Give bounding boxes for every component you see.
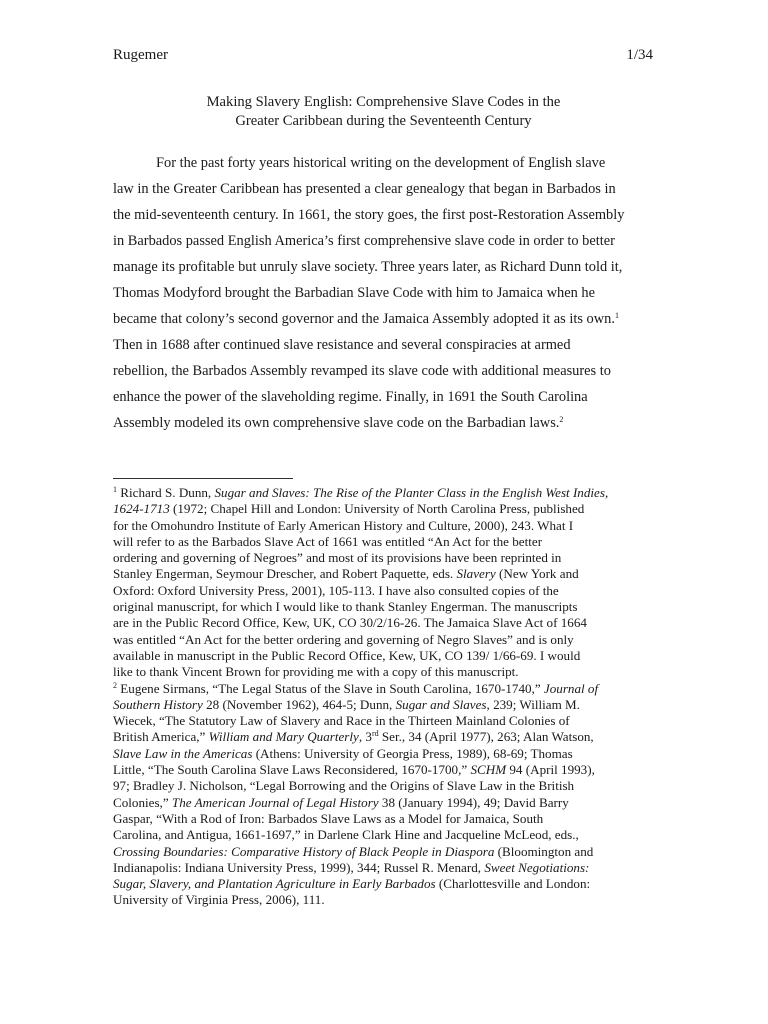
footnote-ref-1: 1 bbox=[614, 311, 619, 320]
footnote-1-line: will refer to as the Barbados Slave Act of 1661 was entitled “An Act for the better bbox=[113, 533, 543, 549]
footnote-text: , 239; William M. bbox=[486, 696, 580, 712]
footnote-italic: Sugar, Slavery, and Plantation Agriculture in Early Barbados bbox=[113, 876, 436, 892]
body-line: For the past forty years historical writing on the development of English slave bbox=[156, 155, 606, 171]
footnote-italic: SCHM bbox=[470, 762, 507, 778]
footnote-italic: 1624-1713 bbox=[113, 501, 170, 517]
footnote-italic: The American Journal of Legal History bbox=[171, 794, 379, 810]
title-line-1: Making Slavery English: Comprehensive Slave Codes in the bbox=[206, 94, 561, 110]
footnote-2-marker: 2 bbox=[113, 680, 117, 690]
footnote-2-line: University of Virginia Press, 2006), 111. bbox=[113, 892, 325, 908]
footnote-2-line: Gaspar, “With a Rod of Iron: Barbados Slave Laws as a Model for Jamaica, South bbox=[113, 810, 544, 826]
footnote-text: , 3 bbox=[358, 729, 372, 745]
footnote-italic: Sugar and Slaves bbox=[395, 696, 487, 712]
footnote-2-line bbox=[113, 795, 658, 811]
footnote-text: 28 (November 1962), 464-5; Dunn, bbox=[202, 696, 396, 712]
footnote-text: (1972; Chapel Hill and London: University of North Carolina Press, published bbox=[169, 501, 585, 517]
page-number: 1/34 bbox=[626, 47, 653, 63]
footnote-2-line: Carolina, and Antigua, 1661-1697,” in Darlene Clark Hine and Jacqueline McLeod, eds., bbox=[113, 827, 579, 843]
footnote-text: (Charlottesville and London: bbox=[435, 876, 591, 892]
footnote-text: British America,” bbox=[113, 729, 209, 745]
footnote-text: Indianapolis: Indiana University Press, 1999), 344; Russel R. Menard, bbox=[113, 859, 485, 875]
footnote-text: Colonies,” bbox=[113, 794, 172, 810]
body-line: law in the Greater Caribbean has presented a clear genealogy that began in Barbados in bbox=[113, 181, 616, 197]
title-line-2: Greater Caribbean during the Seventeenth Century bbox=[235, 113, 532, 129]
footnote-2-line bbox=[113, 860, 658, 876]
footnotes bbox=[113, 485, 658, 909]
footnote-1-marker: 1 bbox=[113, 485, 117, 494]
footnote-1-line bbox=[113, 566, 658, 582]
footnote-text: (Bloomington and bbox=[494, 843, 594, 859]
footnote-1-line: was entitled “An Act for the better ordering and governing of Negro Slaves” and is only bbox=[113, 631, 574, 647]
footnote-2-line bbox=[113, 844, 658, 860]
footnote-separator bbox=[113, 478, 293, 479]
footnote-text: Little, “The South Carolina Slave Laws Reconsidered, 1670-1700,” bbox=[113, 762, 471, 778]
footnote-2-line bbox=[113, 681, 658, 697]
footnote-2-line bbox=[113, 729, 658, 745]
body-line: enhance the power of the slaveholding regime. Finally, in 1691 the South Carolina bbox=[113, 389, 588, 405]
footnote-2-line bbox=[113, 697, 658, 713]
footnote-1-line bbox=[113, 501, 658, 517]
footnote-text: Eugene Sirmans, “The Legal Status of the Slave in South Carolina, 1670-1740,” bbox=[117, 680, 544, 696]
body-line: Thomas Modyford brought the Barbadian Slave Code with him to Jamaica when he bbox=[113, 285, 595, 301]
body-line: Then in 1688 after continued slave resistance and several conspiracies at armed bbox=[113, 337, 571, 353]
footnote-1-line: ordering and governing of Negroes” and most of its provisions have been reprinted in bbox=[113, 550, 562, 566]
footnote-text: Richard S. Dunn, bbox=[117, 485, 215, 500]
body-line bbox=[113, 306, 654, 332]
footnote-italic: William and Mary Quarterly bbox=[208, 729, 359, 745]
footnote-italic: Sugar and Slaves: The Rise of the Planter Class in the English West Indies, bbox=[214, 485, 609, 500]
footnote-italic: Journal of bbox=[543, 680, 599, 696]
footnote-text: (New York and bbox=[495, 566, 579, 582]
body-line-text: Assembly modeled its own comprehensive slave code on the Barbadian laws. bbox=[113, 415, 560, 431]
footnote-text: Ser., 34 (April 1977), 263; Alan Watson, bbox=[378, 729, 594, 745]
footnote-2-line bbox=[113, 876, 658, 892]
footnote-text: 94 (April 1993), bbox=[506, 762, 595, 778]
footnote-1-line: original manuscript, for which I would like to thank Stanley Engerman. The manuscripts bbox=[113, 599, 578, 615]
body-line bbox=[113, 410, 654, 436]
footnote-text: Stanley Engerman, Seymour Drescher, and Robert Paquette, eds. bbox=[113, 566, 457, 582]
footnote-1-line: available in manuscript in the Public Record Office, Kew, UK, CO 139/ 1/66-69. I would bbox=[113, 647, 581, 663]
footnote-1-line: for the Omohundro Institute of Early American History and Culture, 2000), 243. What I bbox=[113, 517, 574, 533]
footnote-italic: Crossing Boundaries: Comparative History of Black People in Diaspora bbox=[113, 843, 495, 859]
footnote-italic: Slave Law in the Americas bbox=[113, 745, 253, 761]
body-line-text: became that colony’s second governor and the Jamaica Assembly adopted it as its own. bbox=[113, 311, 615, 327]
footnote-2-line bbox=[113, 746, 658, 762]
footnote-2-line: 97; Bradley J. Nicholson, “Legal Borrowing and the Origins of Slave Law in the British bbox=[113, 778, 575, 794]
ordinal-suffix: rd bbox=[371, 729, 379, 739]
footnote-1-line: like to thank Vincent Brown for providing me with a copy of this manuscript. bbox=[113, 664, 519, 680]
footnote-ref-2: 2 bbox=[559, 415, 564, 424]
page-title bbox=[113, 93, 654, 131]
footnote-text: 38 (January 1994), 49; David Barry bbox=[378, 794, 569, 810]
body-paragraph bbox=[113, 150, 654, 436]
footnote-italic: Slavery bbox=[456, 566, 496, 582]
footnote-1-line: Oxford: Oxford University Press, 2001), 105-113. I have also consulted copies of the bbox=[113, 582, 559, 598]
footnote-2-line: Wiecek, “The Statutory Law of Slavery and Race in the Thirteen Mainland Colonies of bbox=[113, 713, 570, 729]
body-line: manage its profitable but unruly slave society. Three years later, as Richard Dunn told it, bbox=[113, 259, 623, 275]
body-line: the mid-seventeenth century. In 1661, the story goes, the first post-Restoration Assembly bbox=[113, 207, 625, 223]
footnote-1-line bbox=[113, 485, 658, 501]
footnote-1-line: are in the Public Record Office, Kew, UK, CO 30/2/16-26. The Jamaica Slave Act of 1664 bbox=[113, 615, 587, 631]
running-header-author: Rugemer bbox=[113, 47, 168, 63]
footnote-italic: Southern History bbox=[113, 696, 203, 712]
body-line: rebellion, the Barbados Assembly revamped its slave code with additional measures to bbox=[113, 363, 611, 379]
footnote-italic: Sweet Negotiations: bbox=[484, 859, 590, 875]
footnote-2-line bbox=[113, 762, 658, 778]
body-line: in Barbados passed English America’s first comprehensive slave code in order to better bbox=[113, 233, 615, 249]
footnote-text: (Athens: University of Georgia Press, 1989), 68-69; Thomas bbox=[252, 745, 573, 761]
